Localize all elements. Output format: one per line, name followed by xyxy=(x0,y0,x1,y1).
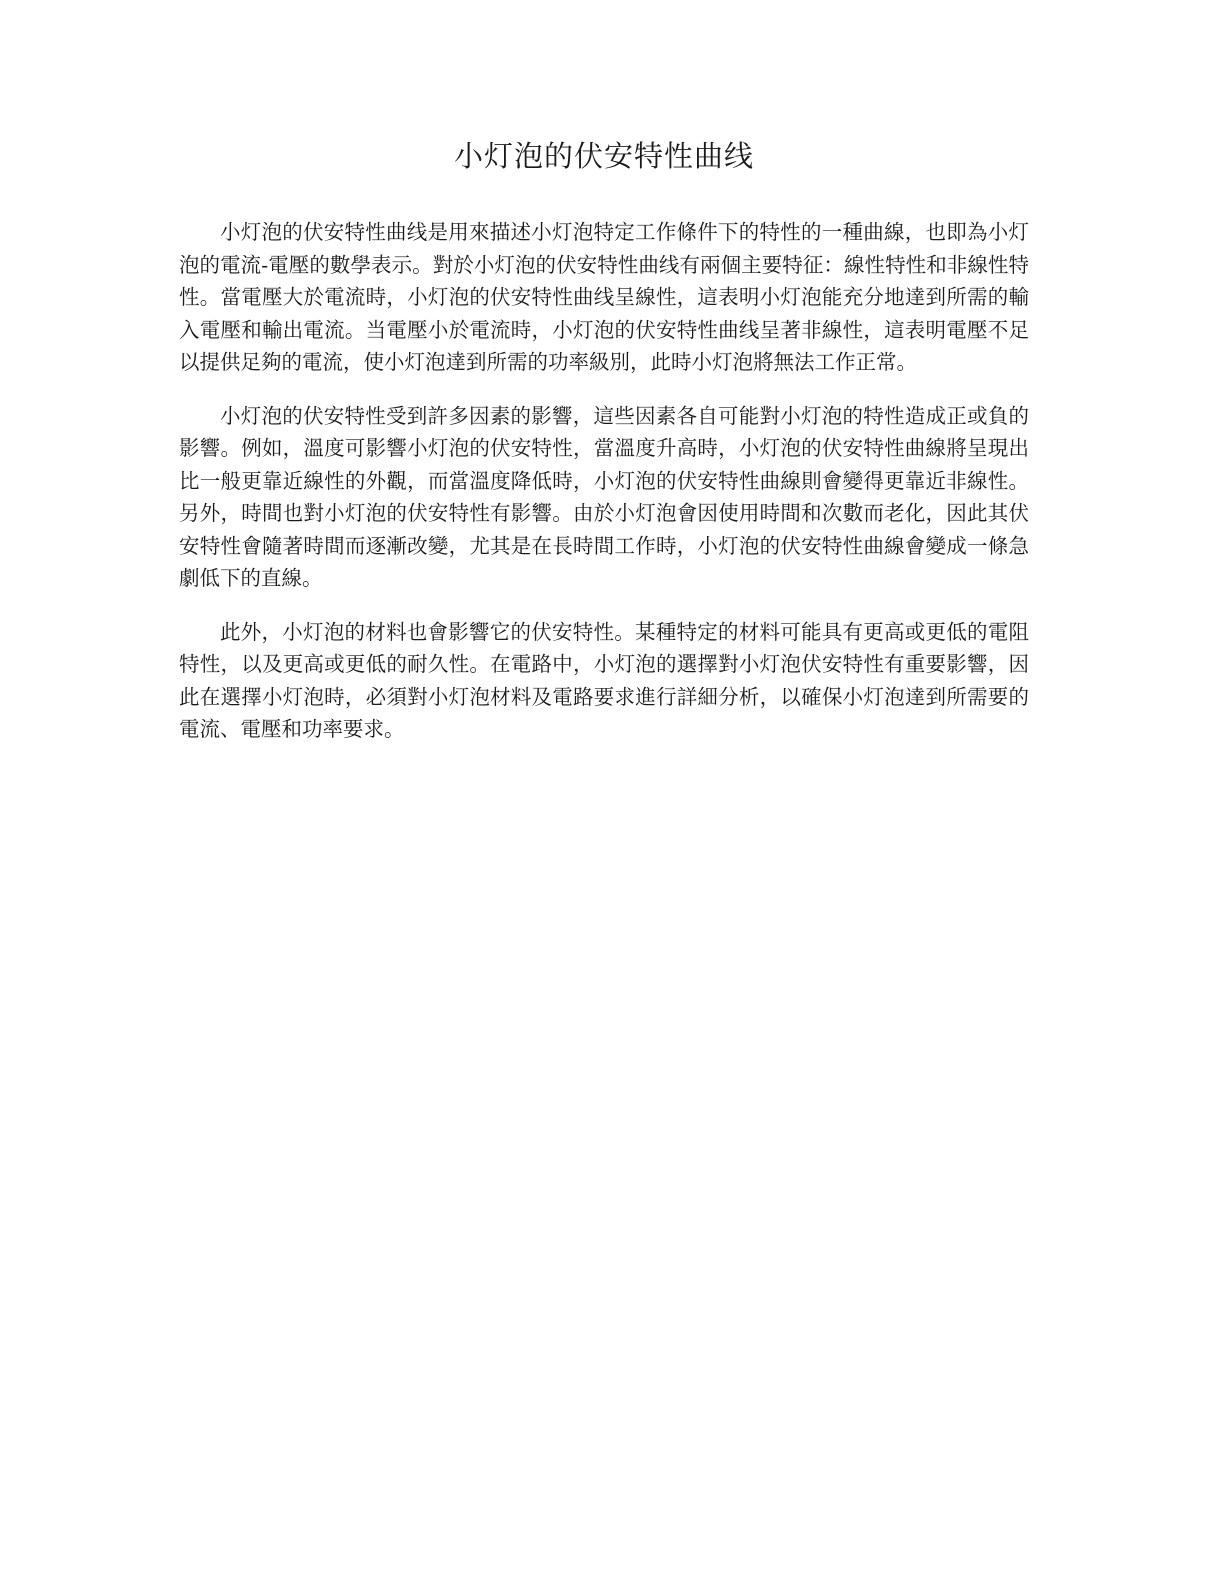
paragraph-3: 此外，小灯泡的材料也會影響它的伏安特性。某種特定的材料可能具有更高或更低的電阻特性，以及更高或更低的耐久性。在電路中，小灯泡的選擇對小灯泡伏安特性有重要影響，因此在選擇小灯泡時，必須對小灯泡材料及電路要求進行詳細分析，以確保小灯泡達到所需要的電流、電壓和功率要求。 xyxy=(179,619,1029,741)
paragraph-2: 小灯泡的伏安特性受到許多因素的影響，這些因素各自可能對小灯泡的特性造成正或負的影響。例如，溫度可影響小灯泡的伏安特性，當溫度升高時，小灯泡的伏安特性曲線將呈現出比一般更靠近線性的外觀，而當溫度降低時，小灯泡的伏安特性曲線則會變得更靠近非線性。另外，時間也對小灯泡的伏安特性有影響。由於小灯泡會因使用時間和次數而老化，因此其伏安特性會隨著時間而逐漸改變，尤其是在長時間工作時，小灯泡的伏安特性曲線會變成一條急劇低下的直線。 xyxy=(179,403,1029,590)
document-title: 小灯泡的伏安特性曲线 xyxy=(453,139,754,173)
paragraph-1: 小灯泡的伏安特性曲线是用來描述小灯泡特定工作條件下的特性的一種曲線，也即為小灯泡的電流-電壓的數學表示。對於小灯泡的伏安特性曲线有兩個主要特征：線性特性和非線性特性。當電壓大於電流時，小灯泡的伏安特性曲线呈線性，這表明小灯泡能充分地達到所需的輸入電壓和輸出電流。当電壓小於電流時，小灯泡的伏安特性曲线呈著非線性，這表明電壓不足以提供足夠的電流，使小灯泡達到所需的功率級別，此時小灯泡將無法工作正常。 xyxy=(179,220,1029,374)
document-page xyxy=(179,128,1029,767)
